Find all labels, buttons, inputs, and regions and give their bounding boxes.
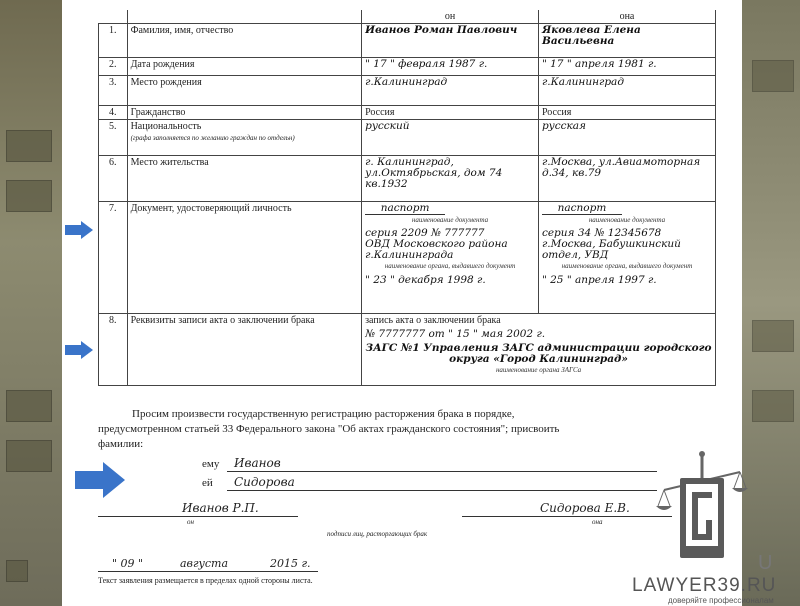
table-row xyxy=(99,24,716,58)
row-label-note: (графа заполняется по желанию граждан по отдельн) xyxy=(130,134,295,142)
her-surname: Сидорова xyxy=(234,475,295,489)
she-document-type: паспорт xyxy=(542,203,622,215)
request-text-line-1: Просим произвести государственную регистрацию расторжения брака в порядке, xyxy=(132,408,515,420)
signature-she-caption: она xyxy=(592,518,603,526)
row-label: Место жительства xyxy=(127,156,362,202)
row-number: 4. xyxy=(99,106,128,120)
date-line xyxy=(98,571,318,572)
caption: наименование документа xyxy=(588,216,666,224)
he-citizenship: Россия xyxy=(362,106,539,120)
he-birth-place: г.Калининград xyxy=(362,76,539,106)
date-year: 2015 г. xyxy=(270,557,311,570)
table-row xyxy=(99,76,716,106)
row-label: Гражданство xyxy=(127,106,362,120)
background-button xyxy=(6,390,52,422)
table-header-row xyxy=(99,10,716,24)
she-full-name: Яковлева Елена Васильевна xyxy=(538,24,715,58)
caption: наименование органа ЗАГСа xyxy=(495,366,582,374)
she-residence: г.Москва, ул.Авиамоторная д.34, кв.79 xyxy=(538,156,715,202)
him-label: ему xyxy=(202,458,220,470)
caption: наименование органа, выдавшего документ xyxy=(561,262,693,270)
background-button xyxy=(6,180,52,212)
row-number: 5. xyxy=(99,120,128,156)
background-button xyxy=(752,320,794,352)
application-table xyxy=(98,10,716,386)
background-button xyxy=(752,60,794,92)
table-row xyxy=(99,106,716,120)
row-number: 2. xyxy=(99,58,128,76)
marriage-record-org: ЗАГС №1 Управления ЗАГС администрации городского округа «Город Калининград» xyxy=(365,342,712,365)
he-birth-date: " 17 " февраля 1987 г. xyxy=(362,58,539,76)
logo-tagline: доверяйте профессионалам xyxy=(668,596,774,605)
background-button xyxy=(6,130,52,162)
row-label: Национальность xyxy=(130,121,202,132)
he-document-date: " 23 " декабря 1998 г. xyxy=(365,274,486,286)
signature-he: Иванов Р.П. xyxy=(182,501,259,515)
row-number: 3. xyxy=(99,76,128,106)
caption: наименование документа xyxy=(411,216,489,224)
caption: наименование органа, выдавшего документ xyxy=(384,262,516,270)
her-surname-line xyxy=(227,490,657,491)
document-page xyxy=(62,0,742,606)
footnote: Текст заявления размещается в пределах одной стороны листа. xyxy=(98,576,313,585)
table-row xyxy=(99,314,716,386)
date-day: " 09 " xyxy=(112,557,144,570)
background-button xyxy=(752,390,794,422)
she-birth-date: " 17 " апреля 1981 г. xyxy=(538,58,715,76)
row-label: Фамилия, имя, отчество xyxy=(127,24,362,58)
signature-she: Сидорова Е.В. xyxy=(540,501,630,515)
background-button xyxy=(6,440,52,472)
logo-domain: LAWYER39.RU xyxy=(632,575,777,596)
header-he: он xyxy=(362,10,539,24)
row-number: 8. xyxy=(99,314,128,386)
he-full-name: Иванов Роман Павлович xyxy=(362,24,539,58)
logo-fragment: U xyxy=(758,552,773,574)
she-nationality: русская xyxy=(538,120,715,156)
him-surname-line xyxy=(227,471,657,472)
he-nationality: русский xyxy=(362,120,539,156)
she-document-series: серия 34 № 12345678 xyxy=(541,227,662,239)
header-she: она xyxy=(538,10,715,24)
marriage-record-title: запись акта о заключении брака xyxy=(365,315,501,326)
table-row xyxy=(99,202,716,314)
signature-she-line xyxy=(462,516,672,517)
background-button xyxy=(6,560,28,582)
her-label: ей xyxy=(202,477,213,489)
signatures-caption: подписи лиц, расторгающих брак xyxy=(327,530,428,538)
arrow-icon xyxy=(65,341,93,359)
he-document-series: серия 2209 № 777777 xyxy=(365,227,485,239)
table-row xyxy=(99,156,716,202)
signature-he-caption: он xyxy=(187,518,194,526)
she-citizenship: Россия xyxy=(538,106,715,120)
he-document-issuer: ОВД Московского района г.Калининграда xyxy=(365,238,508,261)
request-text-line-3: фамилии: xyxy=(98,438,144,450)
he-document-type: паспорт xyxy=(365,203,445,215)
signature-he-line xyxy=(98,516,298,517)
row-label: Дата рождения xyxy=(127,58,362,76)
row-label: Документ, удостоверяющий личность xyxy=(127,202,362,314)
table-row xyxy=(99,120,716,156)
marriage-record-number: № 7777777 от " 15 " мая 2002 г. xyxy=(365,328,546,340)
she-birth-place: г.Калининград xyxy=(538,76,715,106)
row-number: 6. xyxy=(99,156,128,202)
date-month: августа xyxy=(180,557,229,570)
row-number: 1. xyxy=(99,24,128,58)
arrow-icon xyxy=(75,462,125,498)
table-row xyxy=(99,58,716,76)
background-left-panel xyxy=(0,0,62,606)
row-number: 7. xyxy=(99,202,128,314)
he-residence: г. Калининград, ул.Октябрьская, дом 74 кв.1932 xyxy=(362,156,539,202)
she-document-issuer: г.Москва, Бабушкинский отдел, УВД xyxy=(541,238,681,261)
request-text-line-2: предусмотренном статьей 33 Федерального закона "Об актах гражданского состояния"; присвоить xyxy=(98,423,560,435)
she-document-date: " 25 " апреля 1997 г. xyxy=(541,274,657,286)
row-label: Место рождения xyxy=(127,76,362,106)
row-label: Реквизиты записи акта о заключении брака xyxy=(127,314,362,386)
lawyer-scales-logo xyxy=(652,448,752,568)
him-surname: Иванов xyxy=(234,456,281,470)
arrow-icon xyxy=(65,221,93,239)
